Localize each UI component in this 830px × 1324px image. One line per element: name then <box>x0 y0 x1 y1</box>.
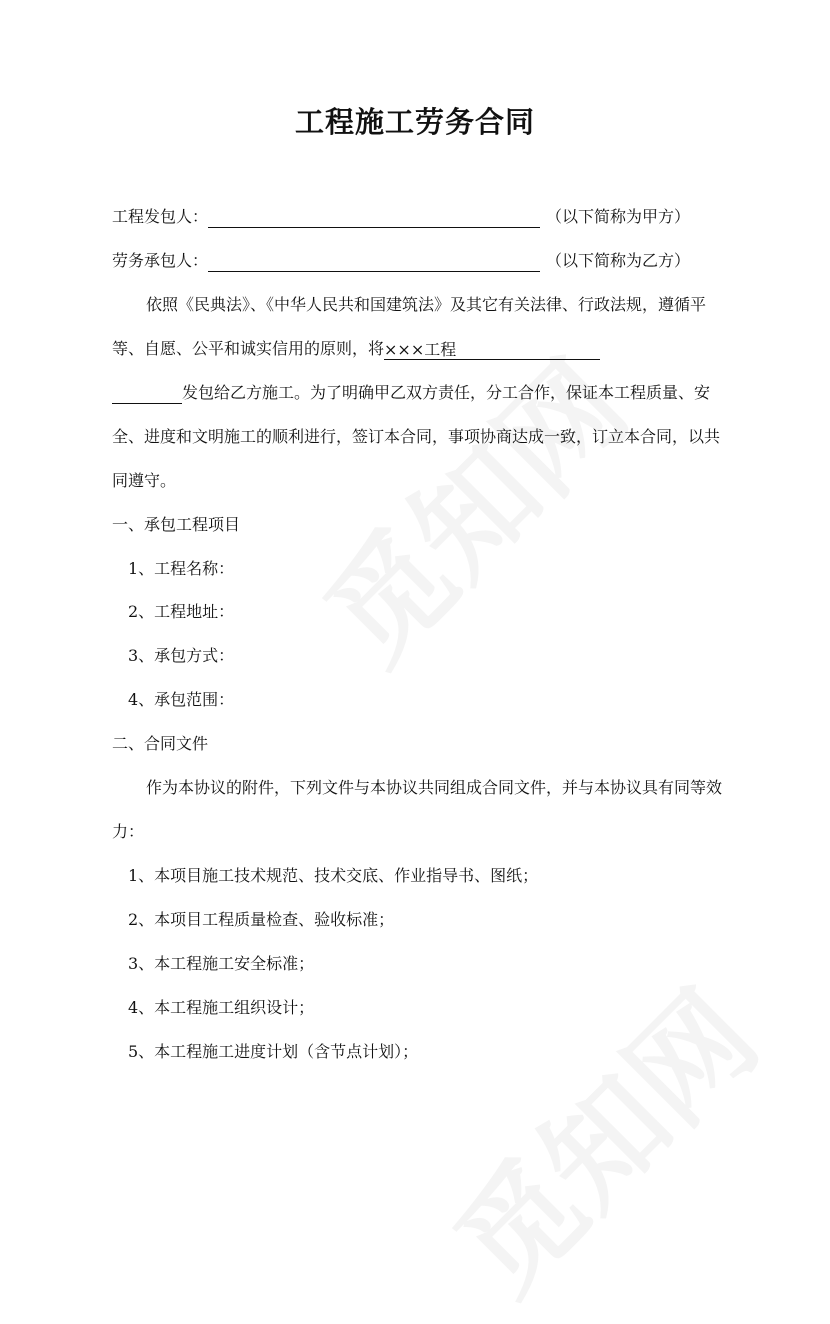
paragraph-line: 依照《民典法》、《中华人民共和国建筑法》及其它有关法律、行政法规，遵循平 <box>146 295 707 314</box>
paragraph-line: 力： <box>112 822 145 841</box>
party-b-line <box>112 250 690 272</box>
paragraph-line: 全、进度和文明施工的顺利进行，签订本合同，事项协商达成一致，订立本合同，以共 <box>112 427 721 446</box>
list-item: 2、工程地址： <box>128 602 235 621</box>
paragraph-text: 等、自愿、公平和诚实信用的原则，将 <box>112 339 385 358</box>
party-a-suffix: （以下简称为甲方） <box>546 207 691 226</box>
watermark <box>412 948 788 1324</box>
list-item: 4、承包范围： <box>128 690 235 709</box>
section-heading: 一、承包工程项目 <box>112 515 241 534</box>
list-item: 3、本工程施工安全标准； <box>128 954 315 973</box>
party-b-blank[interactable] <box>208 253 540 272</box>
project-continuation-blank[interactable] <box>112 385 182 404</box>
project-name-value: ×××工程 <box>384 340 457 359</box>
list-item: 3、承包方式： <box>128 646 235 665</box>
document-title: 工程施工劳务合同 <box>294 105 535 139</box>
paragraph-line: 同遵守。 <box>112 471 177 490</box>
party-a-label: 工程发包人： <box>112 207 209 226</box>
list-item: 5、本工程施工进度计划（含节点计划）； <box>128 1042 419 1061</box>
list-item: 2、本项目工程质量检查、验收标准； <box>128 910 395 929</box>
paragraph-line <box>112 382 710 404</box>
project-name-blank[interactable] <box>384 339 600 360</box>
list-item: 1、本项目施工技术规范、技术交底、作业指导书、图纸； <box>128 866 539 885</box>
list-item: 4、本工程施工组织设计； <box>128 998 315 1017</box>
party-a-line <box>112 206 690 228</box>
party-a-blank[interactable] <box>208 209 540 228</box>
watermark <box>282 318 658 694</box>
paragraph-line: 作为本协议的附件，下列文件与本协议共同组成合同文件，并与本协议具有同等效 <box>146 778 723 797</box>
party-b-label: 劳务承包人： <box>112 251 209 270</box>
party-b-suffix: （以下简称为乙方） <box>546 251 691 270</box>
paragraph-line <box>112 338 600 360</box>
paragraph-text: 发包给乙方施工。为了明确甲乙双方责任，分工合作，保证本工程质量、安 <box>182 383 711 402</box>
list-item: 1、工程名称： <box>128 559 235 578</box>
section-heading: 二、合同文件 <box>112 734 209 753</box>
